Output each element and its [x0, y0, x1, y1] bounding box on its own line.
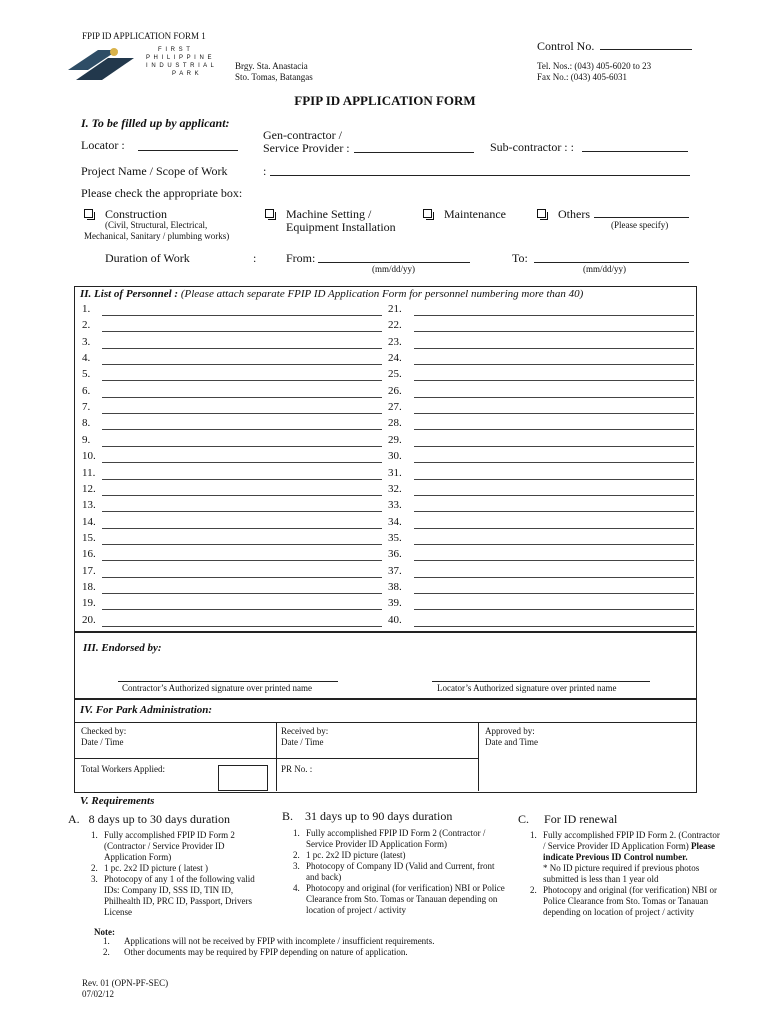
personnel-number: 32.	[388, 483, 402, 495]
from-label: From:	[286, 251, 316, 265]
personnel-name-field[interactable]	[102, 315, 382, 316]
personnel-number: 5.	[82, 368, 91, 380]
personnel-name-field[interactable]	[102, 331, 382, 332]
personnel-name-field[interactable]	[414, 315, 694, 316]
req-b-heading	[282, 809, 452, 824]
personnel-name-field[interactable]	[414, 544, 694, 545]
personnel-row	[388, 319, 688, 335]
project-field[interactable]	[270, 175, 690, 176]
gen-contractor-field[interactable]	[354, 152, 474, 153]
section-2-note: (Please attach separate FPIP ID Application Form for personnel numbering more than 40)	[180, 288, 584, 300]
personnel-name-field[interactable]	[414, 429, 694, 430]
personnel-row	[388, 499, 688, 515]
personnel-number: 17.	[82, 565, 96, 577]
personnel-name-field[interactable]	[102, 528, 382, 529]
construction-sub-2: Mechanical, Sanitary / plumbing works)	[84, 231, 230, 241]
logo-line-1: F I R S T	[158, 47, 191, 53]
personnel-row	[82, 565, 382, 581]
personnel-number: 10.	[82, 450, 96, 462]
to-label: To:	[512, 251, 528, 265]
personnel-number: 3.	[82, 336, 91, 348]
personnel-number: 2.	[82, 319, 91, 331]
construction-sub-1: (Civil, Structural, Electrical,	[105, 220, 208, 230]
personnel-name-field[interactable]	[102, 380, 382, 381]
personnel-name-field[interactable]	[414, 479, 694, 480]
req-a-item: 3. Photocopy of any 1 of the following valid IDs: Company ID, SSS ID, TIN ID, Philhealth ID, PRC ID, Passport, Drivers License	[100, 874, 262, 918]
personnel-name-field[interactable]	[102, 560, 382, 561]
contractor-signature-field[interactable]	[118, 681, 338, 682]
personnel-number: 40.	[388, 614, 402, 626]
personnel-number: 29.	[388, 434, 402, 446]
personnel-name-field[interactable]	[102, 544, 382, 545]
personnel-number: 13.	[82, 499, 96, 511]
req-b-item: 2. 1 pc. 2x2 ID picture (latest)	[302, 850, 506, 861]
option-others[interactable]	[537, 207, 590, 222]
req-c-heading	[518, 812, 617, 827]
personnel-row	[388, 581, 688, 597]
personnel-number: 7.	[82, 401, 91, 413]
checkbox-machine-setting[interactable]	[265, 209, 274, 218]
personnel-name-field[interactable]	[102, 446, 382, 447]
personnel-row	[82, 581, 382, 597]
req-a-item: 1. Fully accomplished FPIP ID Form 2 (Contractor / Service Provider ID Application Form)	[100, 830, 262, 863]
personnel-row	[82, 319, 382, 335]
locator-label: Locator :	[81, 138, 125, 152]
sub-contractor-field[interactable]	[582, 151, 688, 152]
others-hint: (Please specify)	[611, 220, 669, 230]
personnel-row	[388, 565, 688, 581]
personnel-row	[82, 548, 382, 564]
project-colon: :	[263, 164, 267, 178]
personnel-row	[82, 434, 382, 450]
req-b-list	[284, 828, 506, 916]
section-2-heading	[80, 288, 583, 300]
checkbox-others[interactable]	[537, 209, 546, 218]
fpip-logo	[68, 46, 228, 86]
personnel-name-field[interactable]	[102, 413, 382, 414]
personnel-name-field[interactable]	[102, 462, 382, 463]
personnel-row	[82, 385, 382, 401]
section-1-heading: I. To be filled up by applicant:	[81, 116, 230, 130]
personnel-number: 35.	[388, 532, 402, 544]
checked-date-label: Date / Time	[81, 737, 124, 747]
project-label: Project Name / Scope of Work	[81, 164, 228, 178]
personnel-row	[82, 467, 382, 483]
checkbox-maintenance[interactable]	[423, 209, 432, 218]
req-b-title: 31 days up to 90 days duration	[305, 809, 453, 823]
personnel-number: 6.	[82, 385, 91, 397]
personnel-number: 26.	[388, 385, 402, 397]
personnel-name-field[interactable]	[414, 446, 694, 447]
from-date-field[interactable]	[318, 262, 470, 263]
personnel-number: 27.	[388, 401, 402, 413]
option-construction-label: Construction	[105, 207, 167, 221]
personnel-name-field[interactable]	[102, 609, 382, 610]
personnel-row	[82, 352, 382, 368]
others-field[interactable]	[594, 217, 689, 218]
notes-list	[100, 936, 520, 958]
personnel-number: 16.	[82, 548, 96, 560]
duration-colon: :	[253, 251, 257, 265]
contractor-signature-label: Contractor’s Authorized signature over printed name	[122, 683, 313, 693]
section-5-heading: V. Requirements	[80, 795, 155, 807]
req-c-item	[539, 830, 721, 885]
req-a-item: 2. 1 pc. 2x2 ID picture ( latest )	[100, 863, 262, 874]
address-line-2: Sto. Tomas, Batangas	[235, 72, 313, 82]
req-b-letter: B.	[282, 809, 294, 823]
received-by-label: Received by:	[281, 726, 329, 736]
control-no-label: Control No.	[537, 39, 595, 53]
revision-date: 07/02/12	[82, 989, 115, 999]
personnel-name-field[interactable]	[102, 593, 382, 594]
personnel-number: 39.	[388, 597, 402, 609]
req-c-item: 2. Photocopy and original (for verification) NBI or Police Clearance from Sto. Tomas or Tanauan depending on location of project / activity	[539, 885, 721, 918]
personnel-row	[82, 597, 382, 613]
personnel-row	[82, 516, 382, 532]
personnel-number: 31.	[388, 467, 402, 479]
personnel-number: 4.	[82, 352, 91, 364]
personnel-name-field[interactable]	[102, 495, 382, 496]
to-date-field[interactable]	[534, 262, 689, 263]
personnel-row	[388, 548, 688, 564]
personnel-row	[388, 352, 688, 368]
option-machine-label: Machine Setting /	[286, 207, 372, 221]
personnel-name-field[interactable]	[414, 348, 694, 349]
received-date-label: Date / Time	[281, 737, 324, 747]
tel-numbers: Tel. Nos.: (043) 405-6020 to 23	[537, 61, 652, 71]
personnel-name-field[interactable]	[102, 511, 382, 512]
gen-contractor-label-1: Gen-contractor /	[263, 128, 342, 142]
option-maintenance-label: Maintenance	[444, 207, 506, 221]
personnel-row	[388, 303, 688, 319]
req-c-item1-note: * No ID picture required if previous photos submitted is less than 1 year old	[543, 863, 700, 884]
personnel-name-field[interactable]	[414, 528, 694, 529]
duration-label: Duration of Work	[105, 251, 190, 265]
personnel-number: 28.	[388, 417, 402, 429]
personnel-number: 11.	[82, 467, 96, 479]
personnel-name-field[interactable]	[414, 462, 694, 463]
admin-col-divider-2	[478, 722, 479, 791]
check-instruction: Please check the appropriate box:	[81, 186, 243, 200]
logo-line-3: I N D U S T R I A L	[146, 63, 215, 69]
fax-number: Fax No.: (043) 405-6031	[537, 72, 627, 82]
personnel-row	[82, 368, 382, 384]
personnel-name-field[interactable]	[414, 397, 694, 398]
personnel-row	[388, 532, 688, 548]
personnel-row	[82, 336, 382, 352]
personnel-row	[388, 385, 688, 401]
personnel-number: 1.	[82, 303, 91, 315]
personnel-name-field[interactable]	[102, 364, 382, 365]
from-date-format: (mm/dd/yy)	[372, 264, 415, 274]
req-b-item: 3. Photocopy of Company ID (Valid and Current, front and back)	[302, 861, 506, 883]
personnel-row	[82, 401, 382, 417]
note-item: 1. Applications will not be received by FPIP with incomplete / insufficient requirements.	[112, 936, 520, 947]
personnel-number: 14.	[82, 516, 96, 528]
personnel-number: 25.	[388, 368, 402, 380]
personnel-name-field[interactable]	[414, 364, 694, 365]
revision-code: Rev. 01 (OPN-PF-SEC)	[82, 978, 169, 988]
personnel-name-field[interactable]	[102, 397, 382, 398]
personnel-number: 36.	[388, 548, 402, 560]
personnel-row	[388, 467, 688, 483]
personnel-number: 19.	[82, 597, 96, 609]
personnel-number: 34.	[388, 516, 402, 528]
personnel-row	[388, 336, 688, 352]
total-workers-label: Total Workers Applied:	[81, 764, 165, 774]
req-c-item1-bold: Please indicate Previous ID Control number.	[543, 841, 715, 862]
personnel-row	[388, 401, 688, 417]
personnel-number: 30.	[388, 450, 402, 462]
personnel-name-field[interactable]	[414, 495, 694, 496]
req-a-heading	[68, 812, 230, 827]
req-c-list	[521, 830, 721, 918]
personnel-row	[82, 450, 382, 466]
locator-signature-field[interactable]	[432, 681, 650, 682]
section-4-heading: IV. For Park Administration:	[80, 704, 213, 716]
req-b-item: 1. Fully accomplished FPIP ID Form 2 (Contractor / Service Provider ID Application Form)	[302, 828, 506, 850]
note-label: Note:	[94, 927, 115, 937]
locator-field[interactable]	[138, 150, 238, 151]
req-c-item1-text: Fully accomplished FPIP ID Form 2. (Contractor / Service Provider ID Application Form)	[543, 830, 720, 851]
personnel-number: 12.	[82, 483, 96, 495]
personnel-row	[388, 417, 688, 433]
personnel-name-field[interactable]	[414, 413, 694, 414]
address-line-1: Brgy. Sta. Anastacia	[235, 61, 308, 71]
personnel-row	[82, 303, 382, 319]
personnel-row	[82, 483, 382, 499]
personnel-name-field[interactable]	[414, 626, 694, 627]
personnel-number: 20.	[82, 614, 96, 626]
personnel-number: 37.	[388, 565, 402, 577]
admin-col-divider-1	[276, 722, 277, 791]
option-others-label: Others	[558, 207, 590, 221]
gen-contractor-label-2: Service Provider :	[263, 141, 350, 155]
total-workers-field[interactable]	[218, 765, 268, 791]
personnel-number: 18.	[82, 581, 96, 593]
section-2-title: II. List of Personnel :	[80, 288, 179, 300]
personnel-row	[388, 434, 688, 450]
approved-date-label: Date and Time	[485, 737, 538, 747]
personnel-number: 24.	[388, 352, 402, 364]
personnel-row	[82, 499, 382, 515]
personnel-name-field[interactable]	[414, 593, 694, 594]
personnel-number: 21.	[388, 303, 402, 315]
personnel-name-field[interactable]	[102, 429, 382, 430]
personnel-row	[82, 417, 382, 433]
personnel-number: 23.	[388, 336, 402, 348]
req-a-title: 8 days up to 30 days duration	[88, 812, 230, 826]
req-a-list	[82, 830, 262, 918]
personnel-name-field[interactable]	[102, 626, 382, 627]
req-c-letter: C.	[518, 812, 530, 826]
personnel-row	[388, 483, 688, 499]
personnel-row	[388, 450, 688, 466]
personnel-number: 33.	[388, 499, 402, 511]
personnel-row	[388, 516, 688, 532]
personnel-row	[388, 597, 688, 613]
personnel-name-field[interactable]	[102, 577, 382, 578]
logo-line-4: P A R K	[172, 71, 200, 77]
req-a-letter: A.	[68, 812, 80, 826]
pr-no-label: PR No. :	[281, 764, 313, 774]
personnel-number: 8.	[82, 417, 91, 429]
personnel-number: 22.	[388, 319, 402, 331]
page-title: FPIP ID APPLICATION FORM	[294, 93, 476, 108]
personnel-name-field[interactable]	[414, 560, 694, 561]
admin-row-divider	[74, 758, 478, 759]
personnel-name-field[interactable]	[102, 479, 382, 480]
note-item: 2. Other documents may be required by FPIP depending on nature of application.	[112, 947, 520, 958]
section-3-heading: III. Endorsed by:	[83, 642, 162, 654]
approved-by-label: Approved by:	[485, 726, 535, 736]
personnel-row	[82, 532, 382, 548]
personnel-name-field[interactable]	[414, 609, 694, 610]
personnel-name-field[interactable]	[414, 577, 694, 578]
logo-line-2: P H I L I P P I N E	[146, 55, 213, 61]
personnel-number: 9.	[82, 434, 91, 446]
sub-contractor-label: Sub-contractor : :	[490, 140, 574, 154]
option-machine-label-2: Equipment Installation	[286, 220, 396, 234]
checked-by-label: Checked by:	[81, 726, 127, 736]
personnel-row	[82, 614, 382, 630]
control-no-field[interactable]	[600, 49, 692, 50]
personnel-row	[388, 614, 688, 630]
option-maintenance[interactable]	[423, 207, 506, 222]
personnel-name-field[interactable]	[414, 331, 694, 332]
admin-divider	[74, 722, 696, 723]
personnel-row	[388, 368, 688, 384]
req-b-item: 4. Photocopy and original (for verification) NBI or Police Clearance from Sto. Tomas or Tanauan depending on location of project / activity	[302, 883, 506, 916]
personnel-number: 15.	[82, 532, 96, 544]
form-code: FPIP ID APPLICATION FORM 1	[82, 31, 206, 41]
locator-signature-label: Locator’s Authorized signature over printed name	[437, 683, 617, 693]
personnel-number: 38.	[388, 581, 402, 593]
to-date-format: (mm/dd/yy)	[583, 264, 626, 274]
personnel-name-field[interactable]	[102, 348, 382, 349]
req-c-title: For ID renewal	[544, 812, 618, 826]
personnel-name-field[interactable]	[414, 511, 694, 512]
personnel-name-field[interactable]	[414, 380, 694, 381]
checkbox-construction[interactable]	[84, 209, 93, 218]
